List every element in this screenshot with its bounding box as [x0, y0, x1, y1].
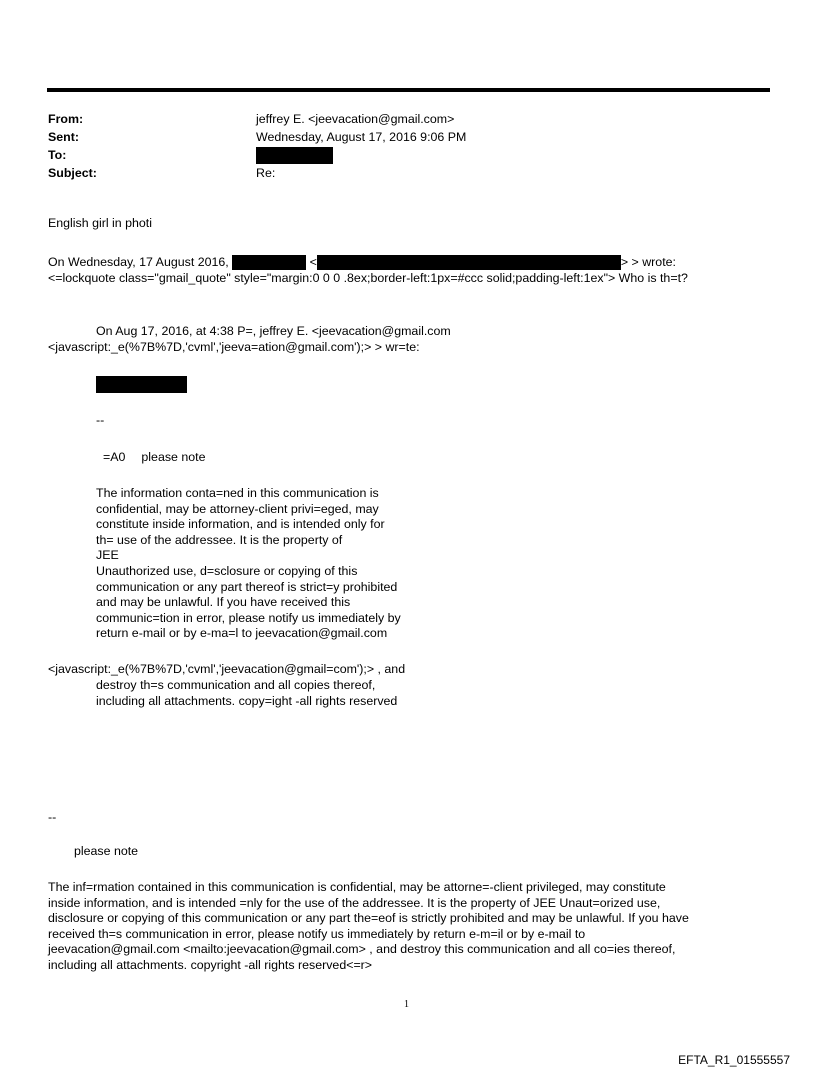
subject-label: Subject: [48, 166, 97, 180]
notice-line: constitute inside information, and is intended only for [96, 517, 385, 532]
notice-line: inside information, and is intended =nly for the use of the addressee. It is the property of JEE Unaut=orized use, [48, 895, 661, 910]
notice-line: Unauthorized use, d=sclosure or copying of this [96, 563, 358, 578]
notice-line: destroy th=s communication and all copies thereof, [96, 678, 376, 692]
on-wrote-open: < [309, 255, 317, 269]
notice-line: including all attachments. copyright -all rights reserved<=r> [48, 957, 373, 972]
redaction-box [232, 255, 306, 270]
confidentiality-notice-2 [48, 880, 689, 974]
to-label: To: [48, 148, 67, 162]
on-wrote-end: > > wrote: [620, 255, 676, 269]
notice-line: JEE [96, 548, 119, 563]
notice-line: including all attachments. copy=ight -all rights reserved [96, 693, 398, 708]
subject-value: Re: [256, 166, 276, 180]
note-label: please note [141, 450, 206, 464]
notice-js-line: <javascript:_e(%7B%7D,'cvml','jeevacation@gmail=com');> , and [48, 662, 406, 676]
confidentiality-notice-1-tail [96, 678, 397, 709]
on-wrote-date: On Wednesday, 17 August 2016, [48, 255, 229, 269]
from-label: From: [48, 112, 84, 126]
to-value [256, 146, 748, 164]
notice-line: The inf=rmation contained in this communication is confidential, may be attorne=-client privileged, may constitute [48, 880, 666, 894]
subject-row [48, 164, 748, 182]
sent-row [48, 128, 748, 146]
header-rule [47, 88, 770, 92]
notice-line: jeevacation@gmail.com <mailto:jeevacation@gmail.com> , and destroy this communication and all co=ies thereof, [48, 942, 676, 957]
notice-line: and may be unlawful. If you have received this [96, 595, 351, 610]
page-number: 1 [404, 999, 409, 1010]
on-wrote-line [48, 255, 676, 271]
notice-line: communic=tion in error, please notify us immediately by [96, 610, 401, 625]
signature-note [103, 450, 205, 466]
signature-dashes: -- [96, 413, 105, 427]
from-value: jeffrey E. <jeevacation@gmail.com> [256, 112, 455, 126]
notice-line: received th=s communication in error, please notify us immediately by return e-m=il or by e-mail to [48, 926, 586, 941]
to-row [48, 146, 748, 164]
nested-on-line-2: <javascript:_e(%7B%7D,'cvml','jeeva=ation@gmail.com');> > wr=te: [48, 340, 420, 354]
notice-line: The information conta=ned in this communication is [96, 486, 379, 500]
notice-line: th= use of the addressee. It is the property of [96, 532, 343, 547]
opening-line: English girl in photi [48, 216, 153, 230]
redaction-box [96, 376, 187, 393]
signature-note-2: please note [74, 844, 139, 858]
note-marker: =A0 [103, 450, 126, 464]
notice-line: disclosure or copying of this communication or any part the=eof is strictly prohibited and may be unlawful. If you have [48, 911, 689, 926]
sent-value: Wednesday, August 17, 2016 9:06 PM [256, 130, 467, 144]
notice-line: return e-mail or by e-ma=l to jeevacation@gmail.com [96, 626, 388, 641]
sent-label: Sent: [48, 130, 79, 144]
confidentiality-notice-1 [96, 486, 401, 642]
notice-line: communication or any part thereof is strict=y prohibited [96, 579, 398, 594]
from-row [48, 110, 748, 128]
blockquote-line: <=lockquote class="gmail_quote" style="margin:0 0 0 .8ex;border-left:1px=#ccc solid;padding-left:1ex"> Who is th=t? [48, 271, 688, 285]
email-header [48, 110, 748, 182]
nested-on-line-1: On Aug 17, 2016, at 4:38 P=, jeffrey E. <jeevacation@gmail.com [96, 324, 451, 338]
notice-line: confidential, may be attorney-client privi=eged, may [96, 501, 379, 516]
signature-dashes-2: -- [48, 810, 57, 824]
document-id: EFTA_R1_01555557 [678, 1053, 790, 1067]
redaction-box [317, 255, 621, 270]
redaction-box [256, 147, 333, 164]
